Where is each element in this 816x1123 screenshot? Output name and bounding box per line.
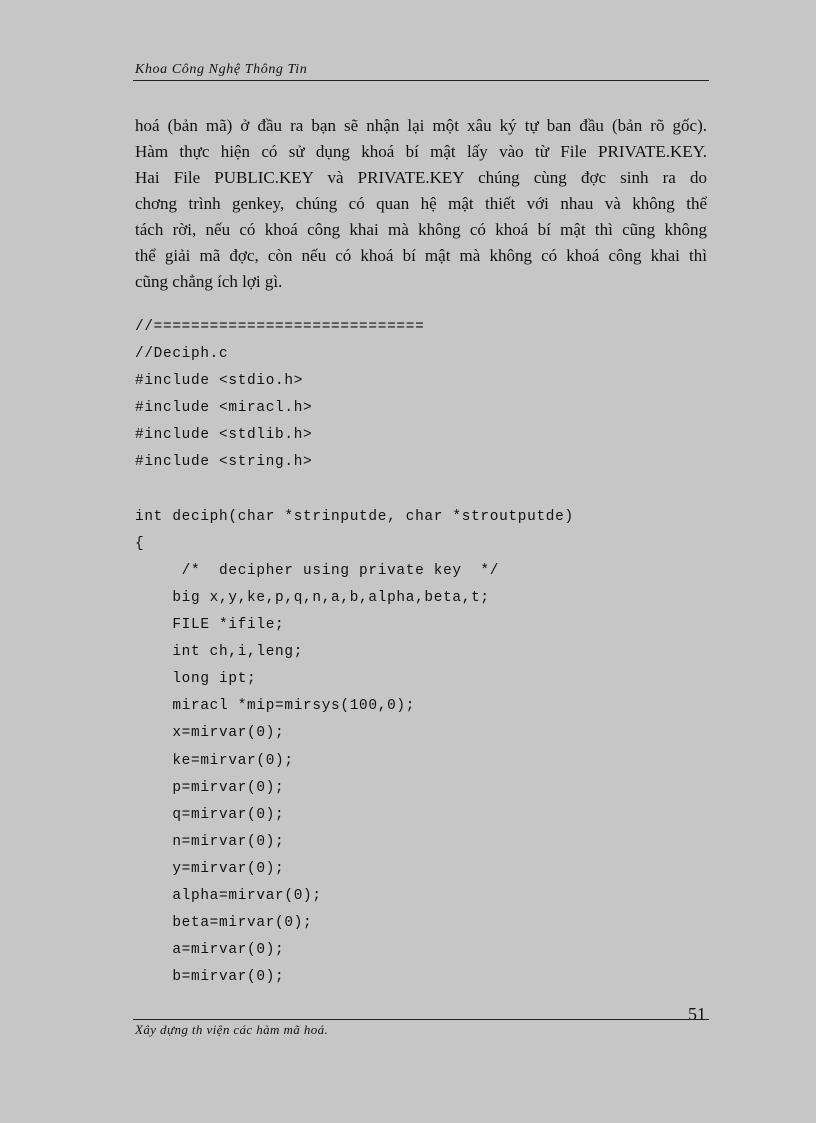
code-line: #include <stdlib.h> (135, 427, 313, 444)
body-paragraph (135, 113, 707, 295)
code-line: p=mirvar(0); (135, 779, 285, 796)
paragraph-line: hoá (bản mã) ở đầu ra bạn sẽ nhận lại một xâu ký tự ban đầu (bản rõ gốc). (135, 116, 707, 135)
code-line: n=mirvar(0); (135, 833, 285, 850)
code-line: x=mirvar(0); (135, 725, 285, 742)
code-line (135, 477, 574, 504)
paragraph-line: thể giải mã đợc, còn nếu có khoá bí mật mà không có khoá công khai thì (135, 246, 707, 265)
header-divider (133, 80, 709, 81)
paragraph-line: chơng trình genkey, chúng có quan hệ mật thiết với nhau và không thể (135, 194, 707, 213)
code-line: //============================= (135, 319, 425, 335)
paragraph-line: tách rời, nếu có khoá công khai mà không có khoá bí mật thì cũng không (135, 220, 707, 239)
page-footer-text: Xây dựng th viện các hàm mã hoá. (135, 1022, 329, 1037)
code-line: b=mirvar(0); (135, 969, 285, 986)
code-listing (135, 314, 574, 991)
code-line: long ipt; (135, 671, 257, 688)
page-header-title: Khoa Công Nghệ Thông Tin (135, 62, 308, 77)
footer-divider (133, 1019, 709, 1020)
code-line: a=mirvar(0); (135, 942, 285, 959)
code-line: //Deciph.c (135, 346, 229, 363)
code-line: FILE *ifile; (135, 617, 285, 634)
code-line: #include <stdio.h> (135, 373, 304, 390)
paragraph-line: cũng chẳng ích lợi gì. (135, 272, 283, 291)
code-line: q=mirvar(0); (135, 806, 285, 823)
paragraph-line: Hàm thực hiện có sử dụng khoá bí mật lấy vào từ File PRIVATE.KEY. (135, 142, 707, 161)
code-line: int deciph(char *strinputde, char *stroutputde) (135, 508, 574, 525)
code-line: big x,y,ke,p,q,n,a,b,alpha,beta,t; (135, 589, 490, 606)
page-number: 51 (688, 1004, 706, 1024)
code-line: /* decipher using private key */ (135, 562, 500, 579)
code-line: y=mirvar(0); (135, 860, 285, 877)
code-line: int ch,i,leng; (135, 644, 304, 661)
code-line: ke=mirvar(0); (135, 752, 294, 769)
code-line: beta=mirvar(0); (135, 915, 313, 932)
code-line: { (135, 535, 145, 552)
code-line: alpha=mirvar(0); (135, 887, 322, 904)
paragraph-line: Hai File PUBLIC.KEY và PRIVATE.KEY chúng cùng đợc sinh ra do (135, 168, 707, 187)
code-line: #include <miracl.h> (135, 400, 313, 417)
code-line: #include <string.h> (135, 454, 313, 471)
code-line: miracl *mip=mirsys(100,0); (135, 698, 416, 715)
